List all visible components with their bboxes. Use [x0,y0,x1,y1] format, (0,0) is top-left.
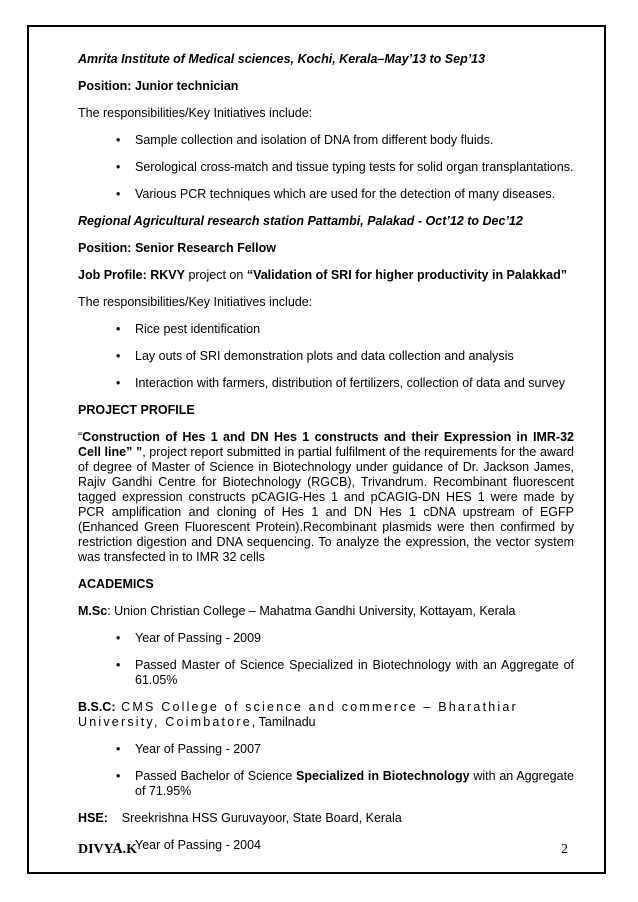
job1-header: Amrita Institute of Medical sciences, Kochi, Kerala–May’13 to Sep’13 [78,52,486,66]
msc-bullet-list [78,631,574,688]
job2-header: Regional Agricultural research station Pattambi, Palakad - Oct’12 to Dec’12 [78,214,523,228]
bsc-bullet-post: with an Aggregate of 71.95% [135,769,574,798]
job2-profile [78,268,574,283]
hse-text: Sreekrishna HSS Guruvayoor, State Board, Kerala [107,811,402,825]
list-item: • Rice pest identification [78,322,574,337]
list-item: • Interaction with farmers, distribution of fertilizers, collection of data and survey [78,376,574,391]
bsc-text-end: , Tamilnadu [251,715,316,729]
job1-bullet-list [78,133,574,202]
footer-name: DIVYA.K [78,842,137,857]
project-paragraph [78,430,574,565]
bsc-text: CMS College of science and commerce – Bharathiar University, Coimbatore [78,700,518,729]
job2-bullet-list [78,322,574,391]
bsc-bullet-bold: Specialized in Biotechnology [296,769,470,783]
page-number: 2 [561,842,568,857]
resume-page-content [78,52,574,865]
page-footer [78,842,568,858]
project-heading: PROJECT PROFILE [78,403,195,417]
project-open-quote: “ [78,430,83,444]
hse-line [78,811,574,826]
bsc-bullet-list [78,742,574,799]
list-item [78,769,574,799]
job1-resp-intro: The responsibilities/Key Initiatives include: [78,106,313,120]
project-title: Construction of Hes 1 and DN Hes 1 constructs and their Expression in IMR-32 Cell line” ” [78,430,574,459]
bsc-line [78,700,574,730]
job2-resp-intro: The responsibilities/Key Initiatives include: [78,295,313,309]
list-item: • Year of Passing - 2009 [78,631,574,646]
job2-profile-title: “Validation of SRI for higher productivity in Palakkad” [246,268,568,282]
list-item: • Year of Passing - 2007 [78,742,574,757]
academics-heading: ACADEMICS [78,577,154,591]
list-item: • Serological cross-match and tissue typing tests for solid organ transplantations. [78,160,574,175]
job1-position: Position: Junior technician [78,79,239,93]
msc-line [78,604,574,619]
list-item: • Lay outs of SRI demonstration plots and data collection and analysis [78,349,574,364]
msc-text: : Union Christian College – Mahatma Gandhi University, Kottayam, Kerala [107,604,516,618]
msc-label: M.Sc [78,604,108,618]
list-item: • Sample collection and isolation of DNA from different body fluids. [78,133,574,148]
job2-position: Position: Senior Research Fellow [78,241,276,255]
bsc-label: B.S.C: [78,700,116,714]
job2-profile-mid: project on [184,268,247,282]
hse-label: HSE: [78,811,108,825]
project-body: , project report submitted in partial fulfilment of the requirements for the award of degree of Master of Science in Biotechnology under guidance of Dr. Jackson James, Rajiv Gandhi Centre for Biotechnology (RGCB), Trivandrum. Recombinant fluorescent tagged expression constructs pCAGIG-Hes 1 and pCAGIG-DN HES 1 were made by PCR amplification and cloning of Hes 1 and DN Hes 1 cDNA upstream of EGFP (Enhanced Green Fluorescent Protein).Recombinant plasmids were then confirmed by restriction digestion and DNA sequencing. To analyze the expression, the vector system was transfected in to IMR 32 cells [78,445,574,564]
bsc-bullet-pre: Passed Bachelor of Science [135,769,297,783]
list-item: • Year of Passing - 2004 [78,838,574,853]
list-item: • Passed Master of Science Specialized in Biotechnology with an Aggregate of 61.05% [78,658,574,688]
job2-profile-label: Job Profile: RKVY [78,268,185,282]
list-item: • Various PCR techniques which are used for the detection of many diseases. [78,187,574,202]
